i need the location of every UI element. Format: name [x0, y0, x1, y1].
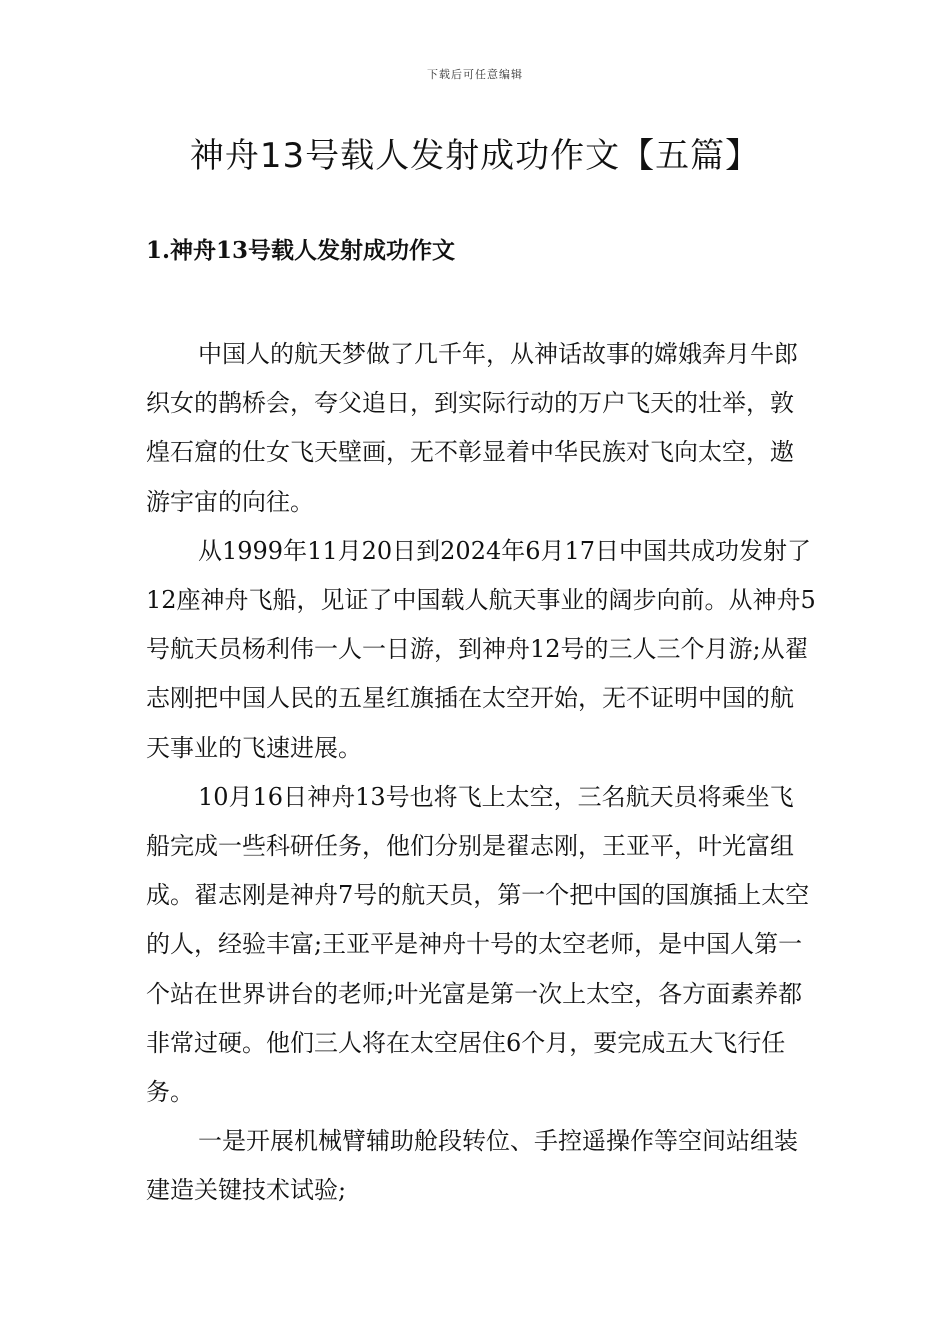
body-text: [146, 330, 816, 1216]
paragraph-3: 10月16日神舟13号也将飞上太空，三名航天员将乘坐飞船完成一些科研任务，他们分别是翟志刚，王亚平，叶光富组成。翟志刚是神舟7号的航天员，第一个把中国的国旗插上太空的人，经验丰富;王亚平是神舟十号的太空老师，是中国人第一个站在世界讲台的老师;叶光富是第一次上太空，各方面素养都非常过硬。他们三人将在太空居住6个月，要完成五大飞行任务。: [146, 782, 810, 1107]
paragraph-4: 一是开展机械臂辅助舱段转位、手控遥操作等空间站组装建造关键技术试验;: [146, 1127, 798, 1205]
section-heading: 1.神舟13号载人发射成功作文: [146, 237, 456, 264]
paragraph-1: 中国人的航天梦做了几千年，从神话故事的嫦娥奔月牛郎织女的鹊桥会，夸父追日，到实际行动的万户飞天的壮举，敦煌石窟的仕女飞天壁画，无不彰显着中华民族对飞向太空，遨游宇宙的向往。: [146, 340, 798, 516]
paragraph-2: 从1999年11月20日到2024年6月17日中国共成功发射了12座神舟飞船，见证了中国载人航天事业的阔步向前。从神舟5号航天员杨利伟一人一日游，到神舟12号的三人三个月游;从翟志刚把中国人民的五星红旗插在太空开始，无不证明中国的航天事业的飞速进展。: [146, 536, 816, 762]
document-title: 神舟13号载人发射成功作文【五篇】: [189, 136, 761, 176]
header-note: 下载后可任意编辑: [427, 68, 523, 81]
